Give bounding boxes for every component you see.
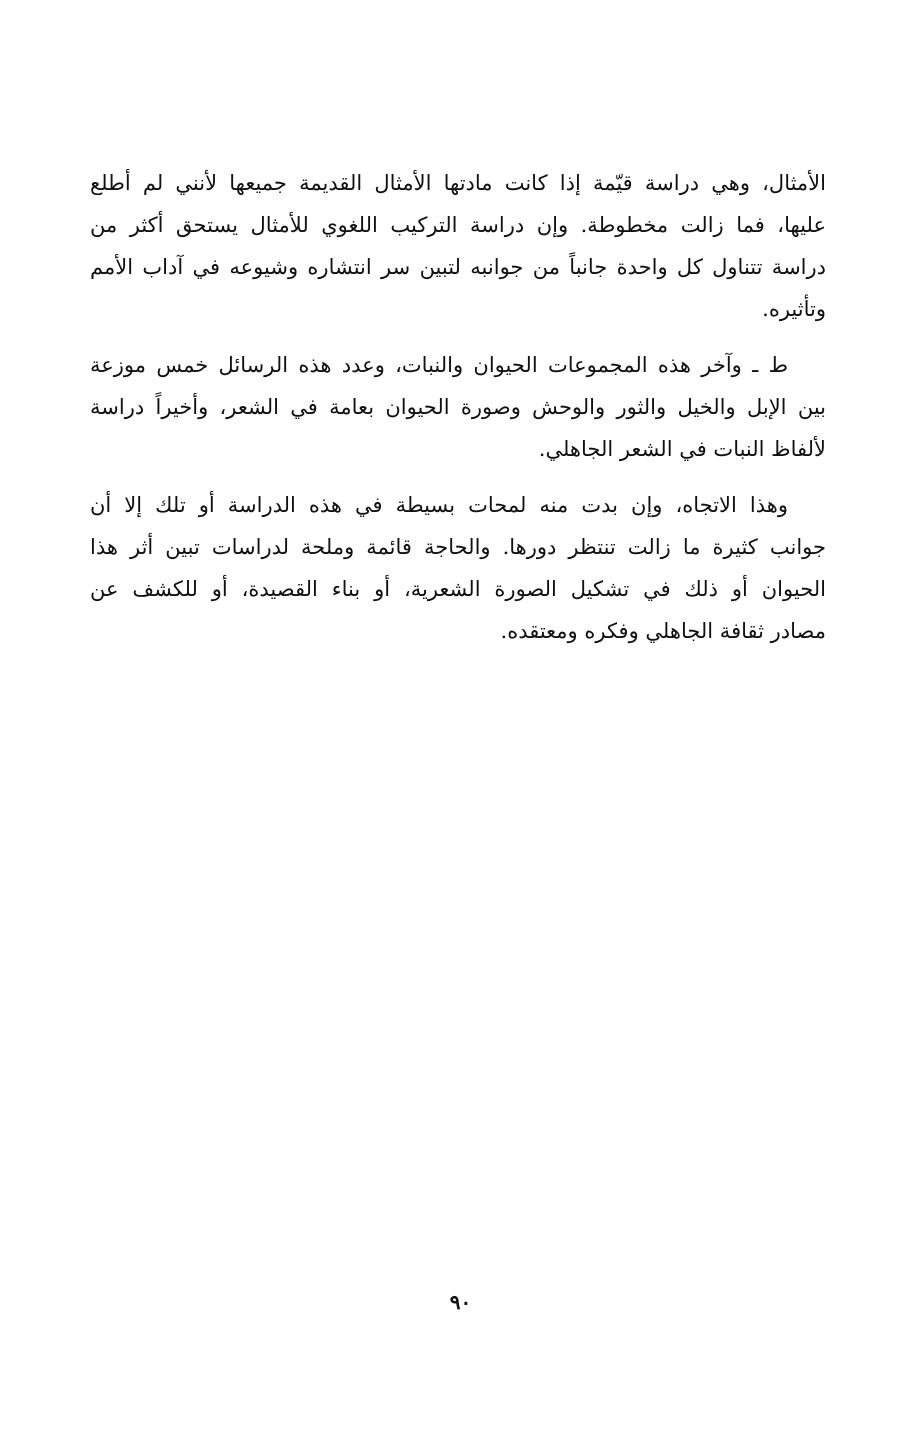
text-line: بين الإبل والخيل والثور والوحش وصورة الحيوان بعامة في الشعر، وأخيراً دراسة: [90, 395, 826, 419]
text-line: وتأثيره.: [762, 297, 826, 321]
text-line: ط ـ وآخر هذه المجموعات الحيوان والنبات، وعدد هذه الرسائل خمس موزعة: [90, 353, 788, 377]
text-line: عليها، فما زالت مخطوطة. وإن دراسة التركيب اللغوي للأمثال يستحق أكثر من: [90, 213, 826, 237]
paragraph-proverbs: [90, 162, 826, 330]
text-line: الحيوان أو ذلك في تشكيل الصورة الشعرية، أو بناء القصيدة، أو للكشف عن: [90, 577, 826, 601]
text-line: لألفاظ النبات في الشعر الجاهلي.: [538, 437, 826, 461]
paragraph-animals-plants: [90, 344, 826, 470]
page-number: ٩٠: [449, 1290, 472, 1314]
text-line: مصادر ثقافة الجاهلي وفكره ومعتقده.: [500, 619, 826, 643]
body-text: [90, 162, 826, 666]
paragraph-direction: [90, 484, 826, 652]
text-line: وهذا الاتجاه، وإن بدت منه لمحات بسيطة في هذه الدراسة أو تلك إلا أن: [90, 493, 788, 517]
text-line: دراسة تتناول كل واحدة جانباً من جوانبه لتبين سر انتشاره وشيوعه في آداب الأمم: [90, 255, 826, 279]
text-line: الأمثال، وهي دراسة قيّمة إذا كانت مادتها الأمثال القديمة جميعها لأنني لم أطلع: [90, 171, 826, 195]
text-line: جوانب كثيرة ما زالت تنتظر دورها. والحاجة قائمة وملحة لدراسات تبين أثر هذا: [90, 535, 826, 559]
